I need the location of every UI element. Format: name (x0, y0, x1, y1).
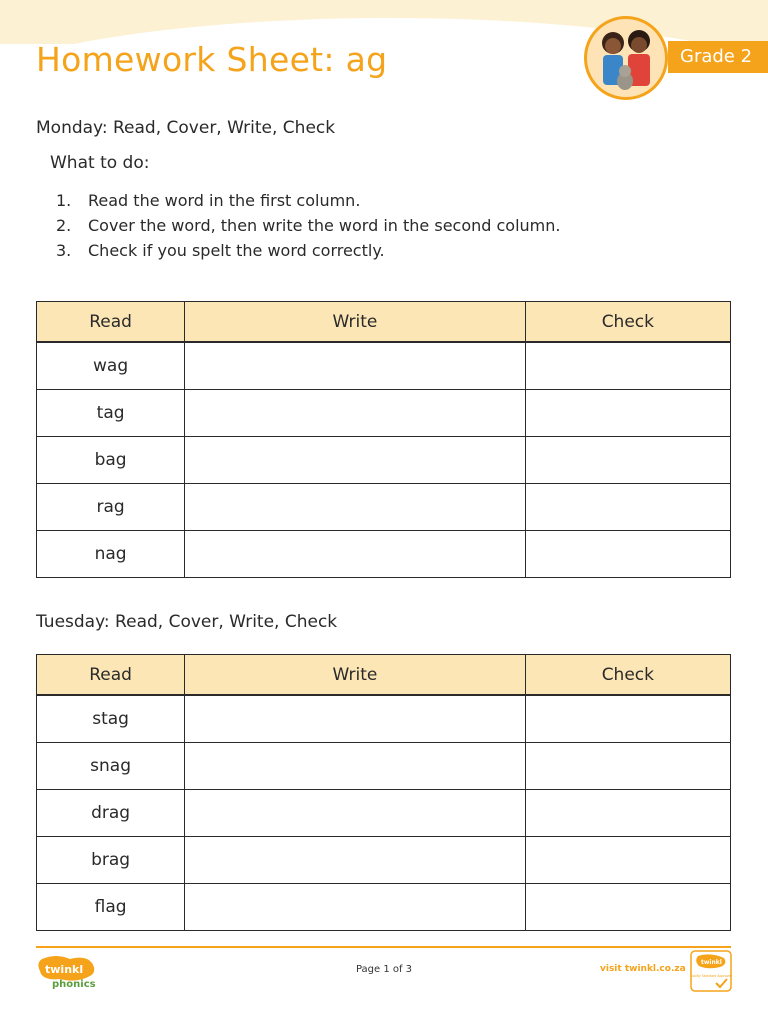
read-word: nag (37, 531, 185, 578)
table-row (37, 342, 731, 390)
check-cell[interactable] (525, 390, 730, 437)
read-word: snag (37, 743, 185, 790)
read-word: drag (37, 790, 185, 837)
column-header-write: Write (185, 302, 525, 343)
what-to-do-label: What to do: (50, 153, 150, 173)
check-cell[interactable] (525, 743, 730, 790)
read-word: rag (37, 484, 185, 531)
grade-badge: Grade 2 (668, 41, 768, 73)
svg-text:twinkl: twinkl (701, 959, 722, 966)
instruction-step: 3. Check if you spelt the word correctly. (56, 241, 385, 260)
table-header-row (37, 655, 731, 696)
svg-text:phonics: phonics (52, 979, 96, 989)
check-cell[interactable] (525, 884, 730, 931)
read-word: wag (37, 342, 185, 390)
monday-table (36, 301, 731, 578)
check-cell[interactable] (525, 484, 730, 531)
table-row (37, 790, 731, 837)
monday-heading: Monday: Read, Cover, Write, Check (36, 118, 336, 138)
table-header-row (37, 302, 731, 343)
column-header-check: Check (525, 655, 730, 696)
write-cell[interactable] (185, 837, 525, 884)
column-header-write: Write (185, 655, 525, 696)
footer-divider (36, 946, 731, 948)
write-cell[interactable] (185, 390, 525, 437)
check-cell[interactable] (525, 531, 730, 578)
check-cell[interactable] (525, 437, 730, 484)
read-word: stag (37, 695, 185, 743)
column-header-read: Read (37, 655, 185, 696)
table-row (37, 531, 731, 578)
read-word: brag (37, 837, 185, 884)
table-row (37, 390, 731, 437)
check-cell[interactable] (525, 695, 730, 743)
write-cell[interactable] (185, 342, 525, 390)
tuesday-heading: Tuesday: Read, Cover, Write, Check (36, 612, 338, 632)
table-row (37, 437, 731, 484)
write-cell[interactable] (185, 484, 525, 531)
tuesday-table (36, 654, 731, 931)
write-cell[interactable] (185, 695, 525, 743)
read-word: bag (37, 437, 185, 484)
check-cell[interactable] (525, 790, 730, 837)
svg-text:Quality Standard Approved: Quality Standard Approved (690, 974, 732, 978)
quality-standard-badge (690, 950, 732, 992)
column-header-read: Read (37, 302, 185, 343)
write-cell[interactable] (185, 743, 525, 790)
write-cell[interactable] (185, 884, 525, 931)
instruction-step: 2. Cover the word, then write the word in the second column. (56, 216, 561, 235)
site-link[interactable]: visit twinkl.co.za (600, 964, 686, 974)
write-cell[interactable] (185, 790, 525, 837)
table-row (37, 484, 731, 531)
table-row (37, 837, 731, 884)
read-word: flag (37, 884, 185, 931)
instruction-list (56, 188, 560, 263)
page-title: Homework Sheet: ag (36, 40, 388, 79)
read-word: tag (37, 390, 185, 437)
children-illustration (584, 16, 668, 100)
table-row (37, 743, 731, 790)
table-row (37, 695, 731, 743)
check-cell[interactable] (525, 342, 730, 390)
check-cell[interactable] (525, 837, 730, 884)
instruction-step: 1. Read the word in the first column. (56, 191, 361, 210)
write-cell[interactable] (185, 437, 525, 484)
column-header-check: Check (525, 302, 730, 343)
page-number: Page 1 of 3 (355, 964, 413, 975)
write-cell[interactable] (185, 531, 525, 578)
svg-text:twinkl: twinkl (45, 963, 84, 976)
table-row (37, 884, 731, 931)
